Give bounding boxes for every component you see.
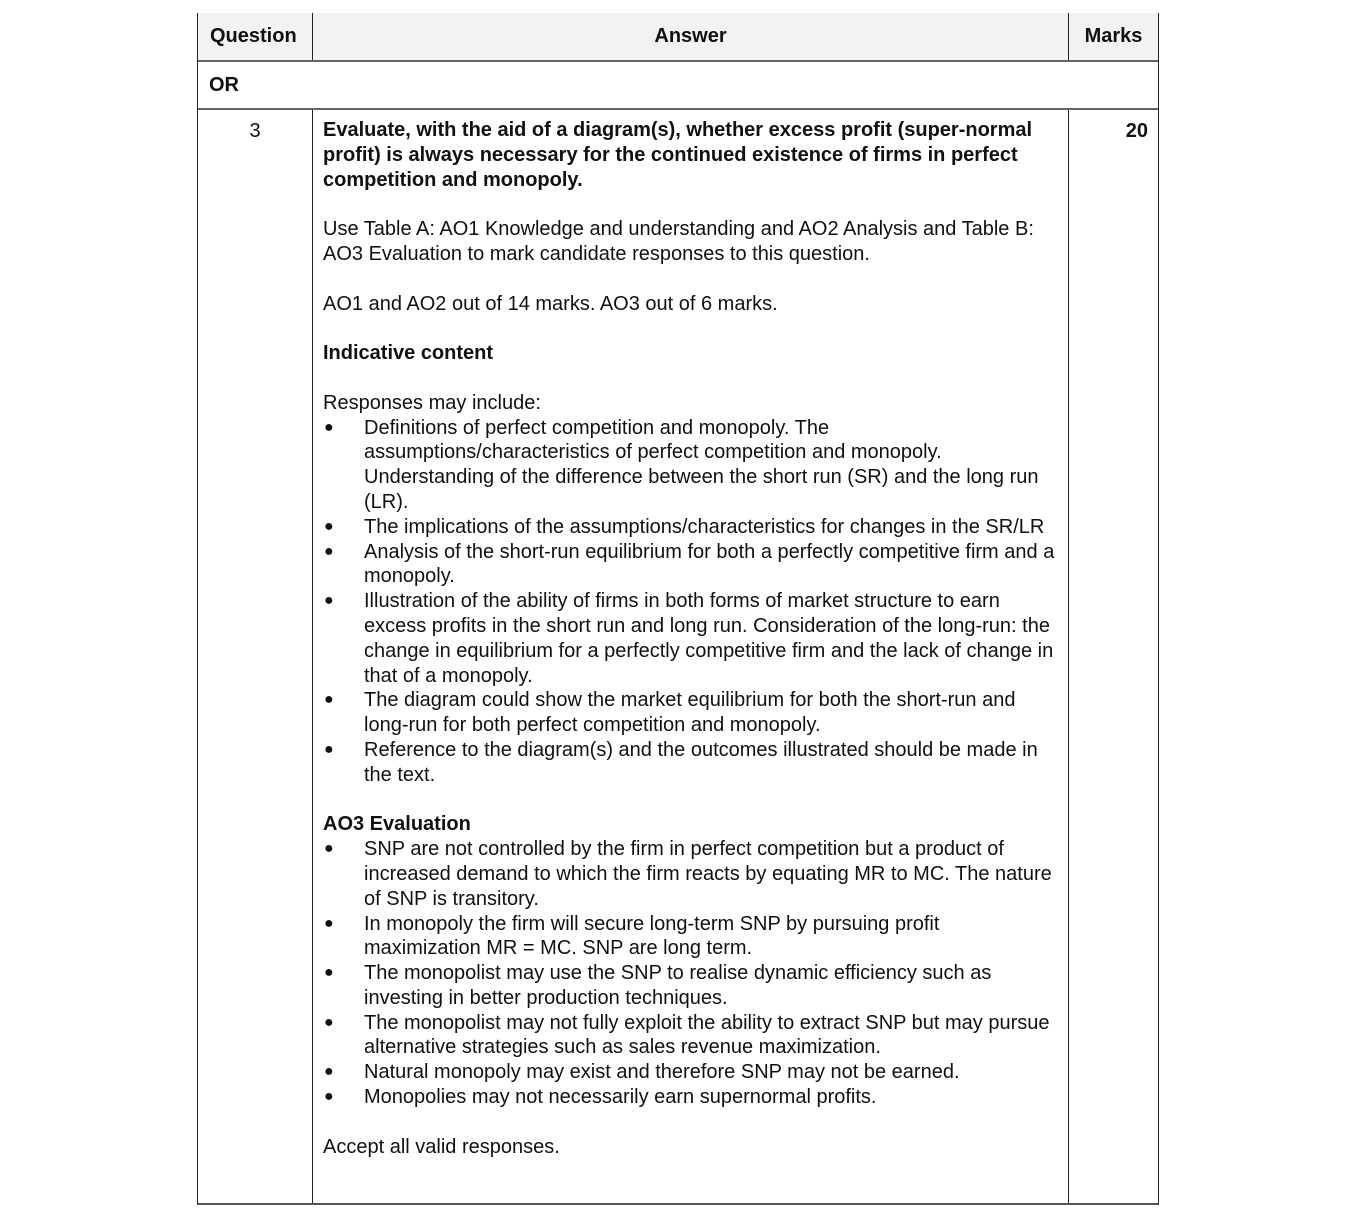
list-item: ● The implications of the assumptions/characteristics for changes in the SR/LR (324, 515, 1045, 538)
list-item: ● Natural monopoly may exist and therefore SNP may not be earned. (324, 1061, 960, 1084)
bullet-icon: ● (324, 691, 334, 709)
bullet-icon: ● (324, 592, 334, 610)
or-row: OR (198, 62, 1158, 110)
responses-intro: Responses may include: (323, 391, 541, 414)
evaluation-list (323, 837, 1060, 1110)
mark-scheme-table (197, 13, 1159, 1205)
bullet-icon: ● (324, 1063, 334, 1081)
question-number: 3 (198, 110, 313, 1203)
mark-split: AO1 and AO2 out of 14 marks. AO3 out of 6 marks. (323, 292, 778, 315)
indicative-heading: Indicative content (323, 342, 494, 365)
list-item: ● Reference to the diagram(s) and the outcomes illustrated should be made in the text. (324, 738, 1038, 786)
question-row (198, 110, 1158, 1203)
list-item: ● The monopolist may use the SNP to realise dynamic efficiency such as investing in better production techniques. (324, 962, 992, 1009)
question-title: Evaluate, with the aid of a diagram(s), whether excess profit (super-normal profit) is always necessary for the continued existence of firms in perfect competition and monopoly. (323, 119, 1033, 191)
list-item: ● Definitions of perfect competition and monopoly. The assumptions/characteristics of perfect competition and monopoly. Understanding of the difference between the short run (SR) and the long run (LR). (324, 416, 1039, 513)
list-item: ● In monopoly the firm will secure long-term SNP by pursuing profit maximization MR = MC. SNP are long term. (324, 912, 940, 960)
bullet-icon: ● (324, 840, 334, 858)
evaluation-heading: AO3 Evaluation (323, 813, 471, 836)
list-item: ● Illustration of the ability of firms in both forms of market structure to earn excess profits in the short run and long run. Consideration of the long-run: the change in equilibrium for a perfectly competitive firm and the lack of change in that of a monopoly. (324, 590, 1054, 687)
bullet-icon: ● (324, 1088, 334, 1106)
answer-cell (313, 110, 1069, 1203)
bullet-icon: ● (324, 914, 334, 932)
header-question: Question (198, 13, 313, 60)
bullet-icon: ● (324, 418, 334, 436)
list-item: ● Analysis of the short-run equilibrium for both a perfectly competitive firm and a monopoly. (324, 540, 1055, 588)
list-item: ● The monopolist may not fully exploit the ability to extract SNP but may pursue alternative strategies such as sales revenue maximization. (324, 1011, 1050, 1059)
closing-note: Accept all valid responses. (323, 1135, 560, 1158)
list-item: ● Monopolies may not necessarily earn supernormal profits. (324, 1086, 877, 1109)
bullet-icon: ● (324, 517, 334, 535)
bullet-icon: ● (324, 1013, 334, 1031)
bullet-icon: ● (324, 964, 334, 982)
question-marks: 20 (1125, 120, 1148, 142)
header-answer: Answer (313, 13, 1069, 60)
marking-instruction: Use Table A: AO1 Knowledge and understanding and AO2 Analysis and Table B: AO3 Evaluation to mark candidate responses to this question. (323, 218, 1034, 265)
bullet-icon: ● (324, 740, 334, 758)
indicative-list (323, 416, 1060, 788)
header-marks: Marks (1084, 25, 1143, 47)
list-item: ● SNP are not controlled by the firm in perfect competition but a product of increased demand to which the firm reacts by equating MR to MC. The nature of SNP is transitory. (324, 838, 1052, 910)
table-header-row (198, 13, 1158, 62)
bullet-icon: ● (324, 542, 334, 560)
list-item: ● The diagram could show the market equilibrium for both the short-run and long-run for both perfect competition and monopoly. (324, 689, 1016, 737)
